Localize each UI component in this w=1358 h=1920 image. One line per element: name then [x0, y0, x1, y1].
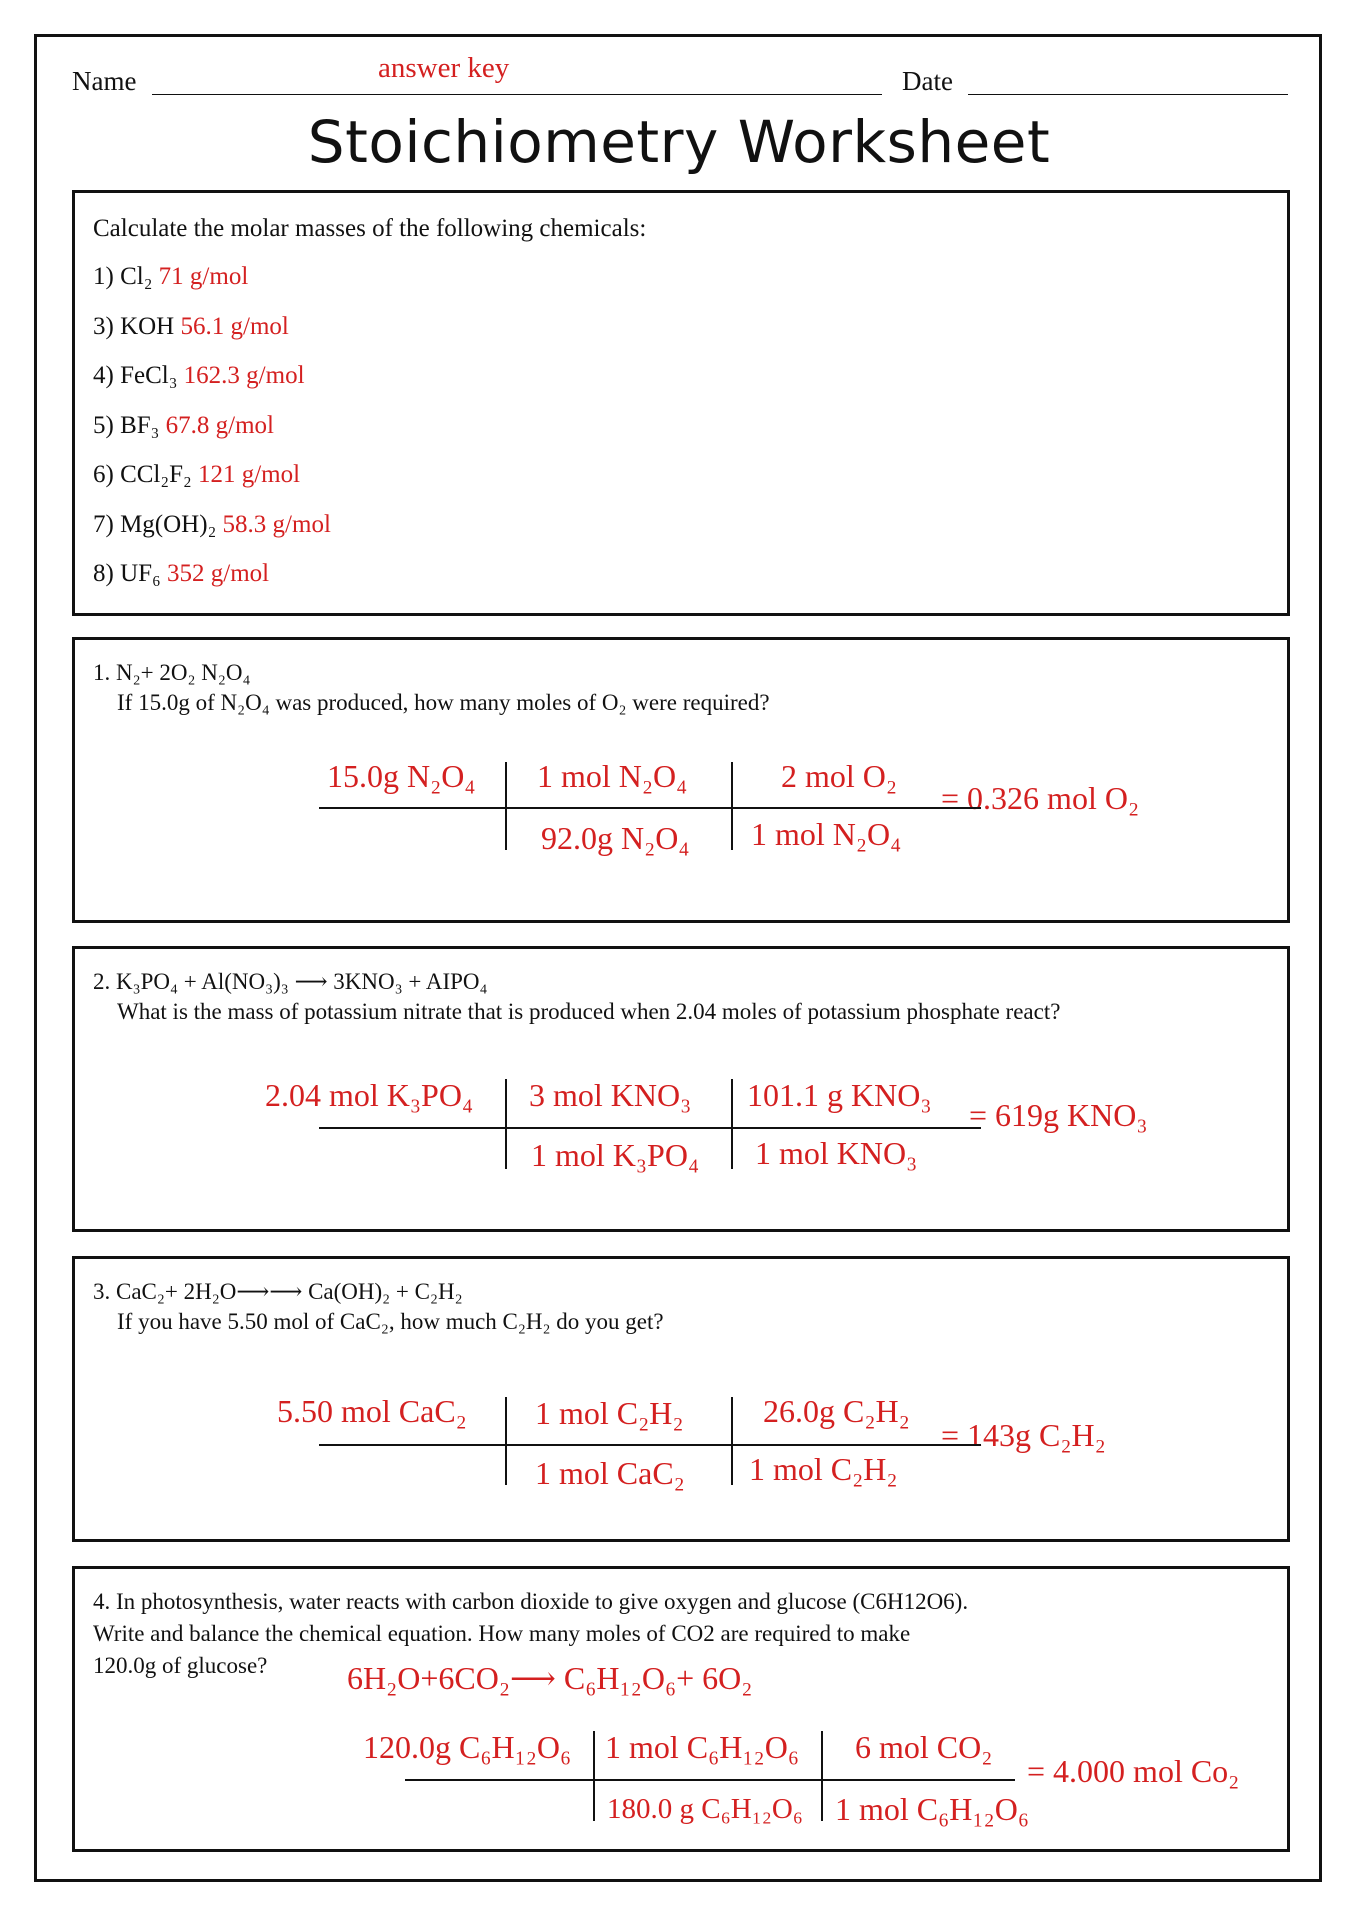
item-formula: Mg(OH)₂: [120, 510, 217, 538]
molar-mass-item: [93, 560, 269, 588]
p2-top-2: 3 mol KNO₃: [529, 1077, 692, 1113]
item-answer: 162.3 g/mol: [183, 362, 305, 389]
p1-top-2: 1 mol N₂O₄: [537, 758, 688, 794]
p2-fraction-line: [319, 1127, 981, 1129]
item-number: 6): [93, 461, 114, 488]
p3-divider-2: [731, 1397, 733, 1485]
molar-mass-section: [72, 190, 1290, 616]
page-title: Stoichiometry Worksheet: [307, 108, 1051, 176]
molar-mass-item: [93, 362, 305, 390]
item-answer: 71 g/mol: [158, 263, 249, 290]
item-answer: 56.1 g/mol: [180, 312, 289, 340]
p2-top-3: 101.1 g KNO₃: [747, 1077, 932, 1113]
molar-mass-item: [93, 412, 274, 440]
p3-top-2: 1 mol C₂H₂: [535, 1395, 684, 1431]
item-formula: FeCl₃: [120, 362, 178, 389]
item-number: 5): [93, 411, 114, 439]
item-number: 8): [93, 560, 114, 587]
problem-1-question: If 15.0g of N₂O₄ was produced, how many moles of O₂ were required?: [117, 690, 770, 715]
name-label: Name: [72, 66, 137, 96]
problem-1-equation: 1. N₂+ 2O₂ N₂O₄: [93, 660, 251, 685]
problem-4-question-line-1: 4. In photosynthesis, water reacts with carbon dioxide to give oxygen and glucose (C6H12O6).: [93, 1589, 969, 1614]
p1-result: = 0.326 mol O₂: [941, 780, 1140, 816]
item-answer: 121 g/mol: [197, 461, 301, 488]
date-line: [968, 94, 1288, 95]
problem-4-question-line-2: Write and balance the chemical equation. How many moles of CO2 are required to make: [93, 1621, 911, 1646]
p1-fraction-line: [319, 807, 981, 809]
p3-top-1: 5.50 mol CaC₂: [277, 1393, 467, 1429]
p2-bottom-2: 1 mol KNO₃: [755, 1135, 918, 1171]
molar-mass-item: [93, 313, 289, 341]
p1-bottom-2: 1 mol N₂O₄: [751, 816, 902, 852]
p4-top-1: 120.0g C₆H₁₂O₆: [363, 1729, 572, 1765]
name-value: answer key: [378, 52, 510, 84]
p2-divider-2: [731, 1079, 733, 1169]
p1-top-3: 2 mol O₂: [781, 758, 898, 794]
p4-balanced-equation: 6H₂O+6CO₂⟶ C₆H₁₂O₆+ 6O₂: [347, 1660, 753, 1696]
item-formula: Cl₂: [120, 263, 153, 290]
p1-top-1: 15.0g N₂O₄: [327, 758, 476, 794]
p1-divider-2: [731, 762, 733, 850]
p4-top-3: 6 mol CO₂: [855, 1729, 993, 1765]
problem-1: [72, 637, 1290, 923]
molar-mass-prompt: Calculate the molar masses of the following chemicals:: [93, 215, 647, 242]
p2-top-1: 2.04 mol K₃PO₄: [265, 1077, 474, 1113]
item-formula: UF₆: [120, 560, 161, 587]
p3-bottom-2: 1 mol C₂H₂: [749, 1451, 898, 1487]
problem-3-question: If you have 5.50 mol of CaC₂, how much C₂H₂ do you get?: [117, 1309, 664, 1334]
item-formula: CCl₂F₂: [120, 461, 192, 488]
p3-result: = 143g C₂H₂: [941, 1417, 1106, 1453]
problem-2-equation: 2. K₃PO₄ + Al(NO₃)₃ ⟶ 3KNO₃ + AIPO₄: [93, 969, 488, 994]
problem-2-question: What is the mass of potassium nitrate that is produced when 2.04 moles of potassium phosphate react?: [117, 999, 1061, 1024]
p2-divider-1: [505, 1079, 507, 1169]
item-formula: KOH: [120, 312, 175, 340]
item-number: 1): [93, 263, 114, 290]
item-number: 7): [93, 510, 114, 538]
molar-mass-item: [93, 511, 331, 539]
problem-2: [72, 946, 1290, 1232]
p4-divider-1: [593, 1731, 595, 1821]
problem-4-question-line-3: 120.0g of glucose?: [93, 1653, 268, 1678]
p4-result: = 4.000 mol Co₂: [1027, 1753, 1240, 1789]
item-answer: 58.3 g/mol: [222, 510, 331, 538]
p4-fraction-line: [405, 1779, 1015, 1781]
item-formula: BF₃: [120, 411, 160, 439]
molar-mass-item: [93, 263, 248, 291]
problem-3: [72, 1256, 1290, 1542]
item-number: 4): [93, 362, 114, 389]
p3-bottom-1: 1 mol CaC₂: [535, 1455, 685, 1491]
p2-result: = 619g KNO₃: [969, 1097, 1148, 1133]
p3-top-3: 26.0g C₂H₂: [763, 1393, 910, 1429]
item-answer: 352 g/mol: [167, 560, 270, 587]
p1-bottom-1: 92.0g N₂O₄: [541, 820, 690, 856]
molar-mass-item: [93, 461, 300, 489]
date-label: Date: [902, 66, 953, 96]
item-number: 3): [93, 312, 114, 340]
name-line: [152, 94, 882, 95]
p3-fraction-line: [319, 1444, 981, 1446]
problem-3-equation: 3. CaC₂+ 2H₂O⟶⟶ Ca(OH)₂ + C₂H₂: [93, 1279, 463, 1304]
p2-bottom-1: 1 mol K₃PO₄: [531, 1137, 700, 1173]
p4-bottom-2: 1 mol C₆H₁₂O₆: [835, 1791, 1029, 1827]
p4-divider-2: [821, 1731, 823, 1821]
p4-top-2: 1 mol C₆H₁₂O₆: [605, 1729, 799, 1765]
p4-bottom-1: 180.0 g C₆H₁₂O₆: [607, 1793, 803, 1825]
problem-4: [72, 1566, 1290, 1852]
p1-divider-1: [505, 762, 507, 850]
item-answer: 67.8 g/mol: [165, 411, 274, 439]
p3-divider-1: [505, 1397, 507, 1485]
